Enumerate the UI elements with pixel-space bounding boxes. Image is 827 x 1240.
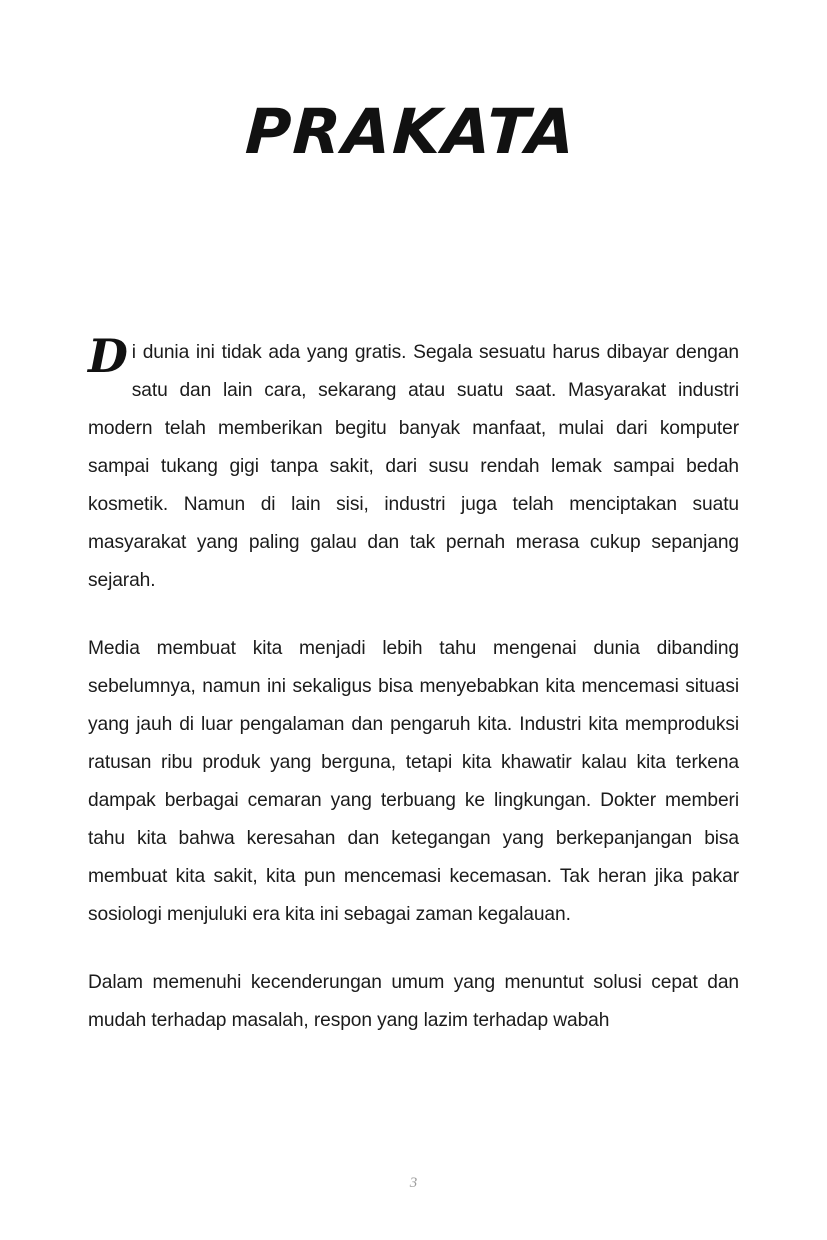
page-number: 3: [409, 1175, 418, 1191]
drop-cap: D: [88, 329, 128, 384]
paragraph-1-text: i dunia ini tidak ada yang gratis. Segala sesuatu harus dibayar dengan satu dan lain cara, sekarang atau suatu saat. Masyarakat industri modern telah memberikan begitu banyak manfaat, mulai dari komputer sampai tukang gigi tanpa sakit, dari susu rendah lemak sampai bedah kosmetik. Namun di lain sisi, industri juga telah menciptakan suatu masyarakat yang paling galau dan tak pernah merasa cukup sepanjang sejarah.: [88, 342, 739, 592]
paragraph-3: Dalam memenuhi kecenderungan umum yang menuntut solusi cepat dan mudah terhadap masalah, respon yang lazim terhadap wabah: [88, 972, 739, 1032]
paragraph-2: Media membuat kita menjadi lebih tahu mengenai dunia dibanding sebelumnya, namun ini sekaligus bisa menyebabkan kita mencemasi situasi yang jauh di luar pengalaman dan pengaruh kita. Industri kita memproduksi ratusan ribu produk yang berguna, tetapi kita khawatir kalau kita terkena dampak berbagai cemaran yang terbuang ke lingkungan. Dokter memberi tahu kita bahwa keresahan dan ketegangan yang berkepanjangan bisa membuat kita sakit, kita pun mencemasi kecemasan. Tak heran jika pakar sosiologi menjuluki era kita ini sebagai zaman kegalauan.: [88, 638, 739, 926]
paragraph-1: [88, 329, 739, 600]
page-title: PRAKATA: [243, 95, 579, 168]
body-text: [88, 329, 739, 1040]
